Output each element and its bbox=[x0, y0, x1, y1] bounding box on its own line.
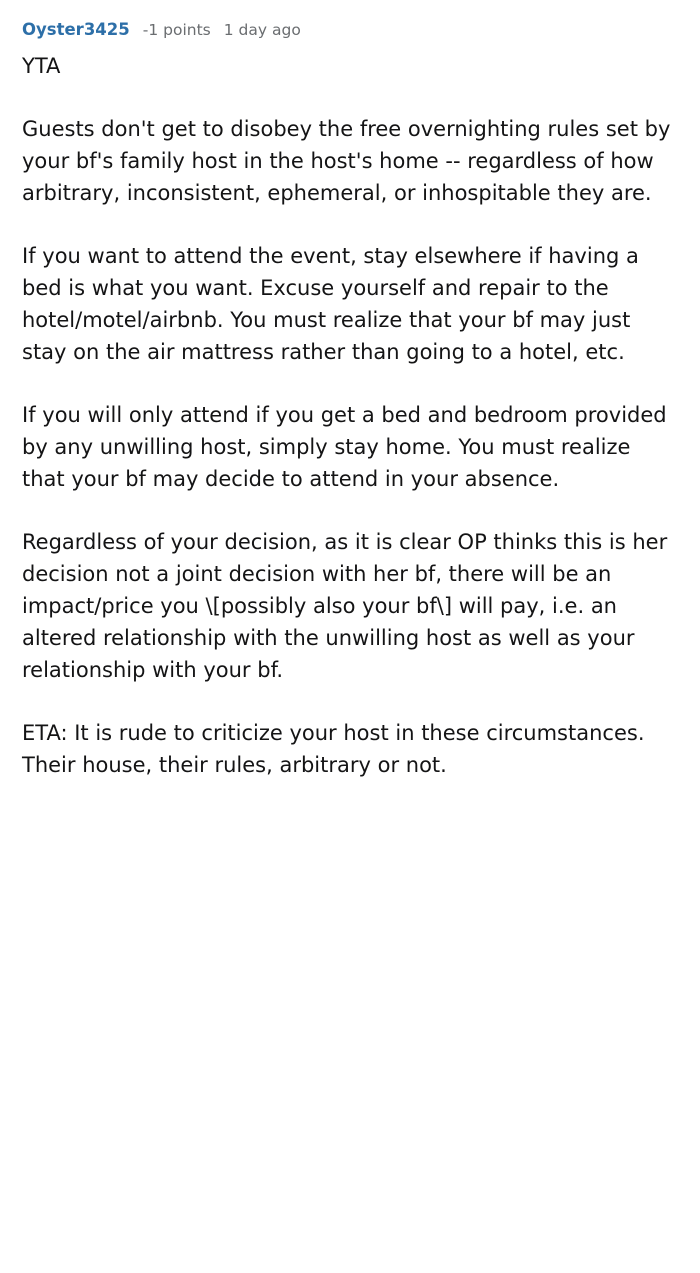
comment-score: -1 points bbox=[142, 21, 211, 39]
comment-paragraph: Guests don't get to disobey the free overnighting rules set by your bf's family host in the host's home -- regardless of how arbitrary, inconsistent, ephemeral, or inhospitable they are. bbox=[22, 117, 671, 205]
comment-timestamp: 1 day ago bbox=[223, 21, 301, 39]
comment-paragraph: Regardless of your decision, as it is clear OP thinks this is her decision not a joint decision with her bf, there will be an impact/price you \[possibly also your bf\] will pay, i.e. an altered relationship with the unwilling host as well as your relationship with your bf. bbox=[22, 530, 668, 682]
comment-body bbox=[22, 50, 678, 781]
comment-paragraph-verdict: YTA bbox=[22, 54, 61, 78]
comment-paragraph: If you will only attend if you get a bed and bedroom provided by any unwilling host, simply stay home. You must realize that your bf may decide to attend in your absence. bbox=[22, 403, 667, 491]
comment-paragraph: If you want to attend the event, stay elsewhere if having a bed is what you want. Excuse yourself and repair to the hotel/motel/airbnb. You must realize that your bf may just stay on the air mattress rather than going to a hotel, etc. bbox=[22, 244, 639, 364]
comment-paragraph-eta: ETA: It is rude to criticize your host in these circumstances. Their house, their rules, arbitrary or not. bbox=[22, 721, 645, 777]
comment-author-link[interactable]: Oyster3425 bbox=[22, 20, 130, 39]
comment-meta bbox=[22, 20, 678, 40]
